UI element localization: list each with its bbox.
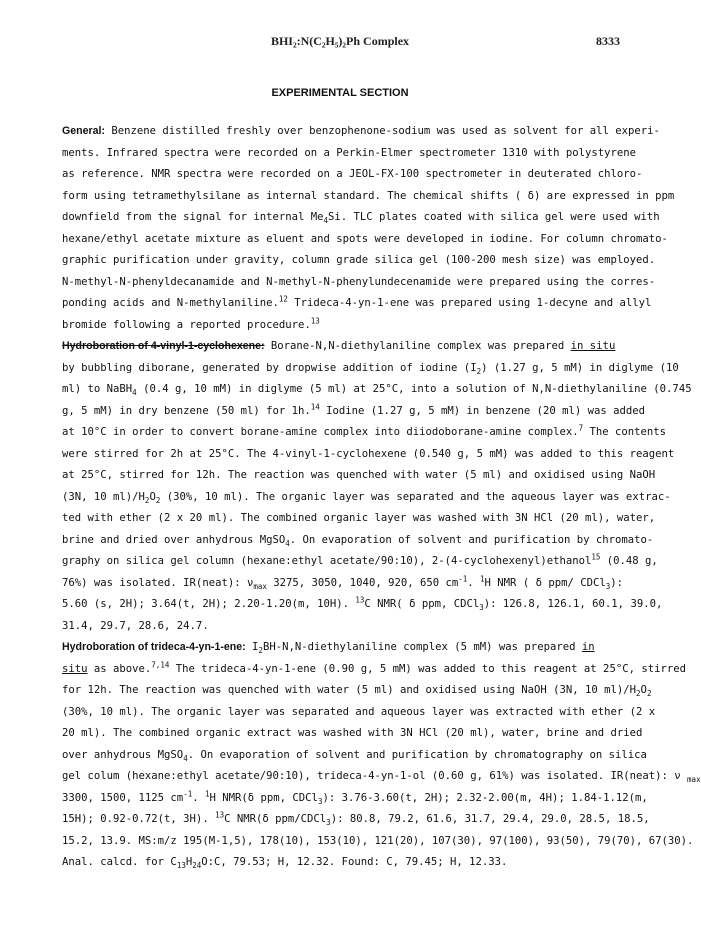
text-line: (3N, 10 $ml)/H_2O_2$ (30%, 10 ml). The organic layer was separated and the aqueous layer was extrac- <box>62 490 671 505</box>
paragraph-heading-general: General: <box>62 125 105 137</box>
text-line: gel colum (hexane:ethyl acetate/90:10), trideca-4-yn-1-ol (0.60 g, 61%) was isolated. IR(neat): ν $_{max}$ <box>62 770 701 785</box>
text-line: at 25°C, stirred for 12h. The reaction was quenched with water (5 ml) and oxidised using NaOH <box>62 469 656 481</box>
text-line: at 10°C in order to convert borane-amine complex into diiodoborane-amine complex.$^7$ The contents <box>62 423 667 438</box>
text-line: 3300, 1500, 1125 $cm^{-1}$. $^1$H NMR(δ ppm, CDCl$_3$): 3.76-3.60(t, 2H); 2.32-2.00(m, 4H); 1.84-1.12(m, <box>62 788 648 806</box>
text-line: 15H); 0.92-0.72(t, 3H). $^{13}$C NMR(δ ppm/CDCl$_3$): 80.8, 79.2, 61.6, 31.7, 29.4, 29.0, 28.5, 18.5, <box>62 810 650 828</box>
text-line: by bubbling diborane, generated by dropwise addition of iodine $(I_2)$ (1.27 g, 5 mM) in diglyme (10 <box>62 361 679 376</box>
text-line: ted with ether (2 x 20 ml). The combined organic layer was washed with 3N HCl (20 ml), water, <box>62 512 656 524</box>
text-line: hexane/ethyl acetate mixture as eluent and spots were developed in iodine. For column chromato- <box>62 232 668 245</box>
text-line: ments. Infrared spectra were recorded on a Perkin-Elmer spectrometer 1310 with polystyrene <box>62 146 637 159</box>
text-line: form using tetramethylsilane as internal standard. The chemical shifts ( δ) are expressed in ppm <box>62 189 675 202</box>
text-line: Hydroboration of trideca-4-yn-1-ene: $I_2BH-N,N$-diethylaniline complex (5 mM) was prepared in <box>62 641 595 656</box>
text-line: 5.60 (s, 2H); 3.64(t, 2H); 2.20-1.20(m, 10H). $^{13}$C NMR( δ ppm, CDCl$_3$): 126.8, 126.1, 60.1, 39.0, <box>62 595 663 613</box>
text-line: 31.4, 29.7, 28.6, 24.7. <box>62 619 209 632</box>
text-line: General: Benzene distilled freshly over benzophenone-sodium was used as solvent for all experi- <box>62 125 660 137</box>
text-line: graphy on silica gel column (hexane:ethyl acetate/90:10), 2-(4-cyclohexenyl)ethanol$^{15}$ (0.48 g, <box>62 552 658 567</box>
page-number: 8333 <box>596 34 620 48</box>
text-line: 20 ml). The combined organic extract was washed with 3N HCl (20 ml), water, brine and dried <box>62 727 643 739</box>
text-line: N-methyl-N-phenyldecanamide and N-methyl-N-phenylundecenamide were prepared using the corres- <box>62 275 656 288</box>
text-line: were stirred for 2h at 25°C. The 4-vinyl-1-cyclohexene (0.540 g, 5 mM) was added to this reagent <box>62 447 675 460</box>
text-line: brine and dried over anhydrous MgSO$_4$. On evaporation of solvent and purification by chromato- <box>62 533 654 548</box>
text-line: Anal. calcd. for $C_{13}H_{24}O:C$, 79.53; H, 12.32. Found: C, 79.45; H, 12.33. <box>62 856 508 871</box>
body-text <box>62 121 701 874</box>
text-line: (30%, 10 ml). The organic layer was separated and aqueous layer was extracted with ether (2 x <box>62 705 656 718</box>
text-line: ml) to NaBH$_4$ (0.4 g, 10 mM) in diglyme (5 ml) at 25°C, into a solution of N,N-diethylaniline (0.745 <box>62 383 692 398</box>
text-line: as reference. NMR spectra were recorded on a JEOL-FX-100 spectrometer in deuterated chloro- <box>62 168 643 180</box>
text-line: 15.2, 13.9. MS:m/z 195(M-1,5), 178(10), 153(10), 121(20), 107(30), 97(100), 93(50), 79(70), 67(30). <box>62 834 694 847</box>
text-line: graphic purification under gravity, column grade silica gel (100-200 mesh size) was employed. <box>62 254 656 266</box>
text-line: bromide following a reported procedure.$^{13}$ <box>62 315 320 331</box>
text-line: situ as above.$^{7,14}$ The trideca-4-yn-1-ene (0.90 g, 5 mM) was added to this reagent at 25°C, stirred <box>62 659 686 675</box>
paragraph-heading-hydroboration-1: Hydroboration of <box>62 340 151 352</box>
section-title: EXPERIMENTAL SECTION <box>271 87 409 99</box>
text-line: for 12h. The reaction was quenched with water (5 ml) and oxidised using NaOH (3N, 10 $ml)/H_2O_2$ <box>62 684 652 699</box>
text-line: over anhydrous MgSO$_4$. On evaporation of solvent and purification by chromatography on silica <box>62 748 647 763</box>
text-line: ponding acids and N-methylaniline.$^{12}$ Trideca-4-yn-1-ene was prepared using 1-decyne and allyl <box>62 294 652 309</box>
paragraph-heading-hydroboration-2: Hydroboration of trideca-4-yn-1-ene: <box>62 641 246 653</box>
text-line: Hydroboration of 4-vinyl-1-cyclohexene: Borane-N,N-diethylaniline complex was prepared in situ <box>62 340 616 352</box>
text-line: g, 5 mM) in dry benzene (50 ml) for 1h.$^{14}$ Iodine (1.27 g, 5 mM) in benzene (20 ml) was added <box>62 401 646 417</box>
text-line: 76%) was isolated. IR(neat): $\nu_{max}$ 3275, 3050, 1040, 920, 650 $cm^{-1}$. $^1$H NMR ( δ ppm/ CDCl$_3$): <box>62 573 624 591</box>
text-line: downfield from the signal for internal $Me_4Si$. TLC plates coated with silica gel were used with <box>62 211 660 226</box>
page-header <box>0 34 680 50</box>
running-head: BHI₂:N(C₂H₅)₂Ph Complex <box>270 34 410 48</box>
